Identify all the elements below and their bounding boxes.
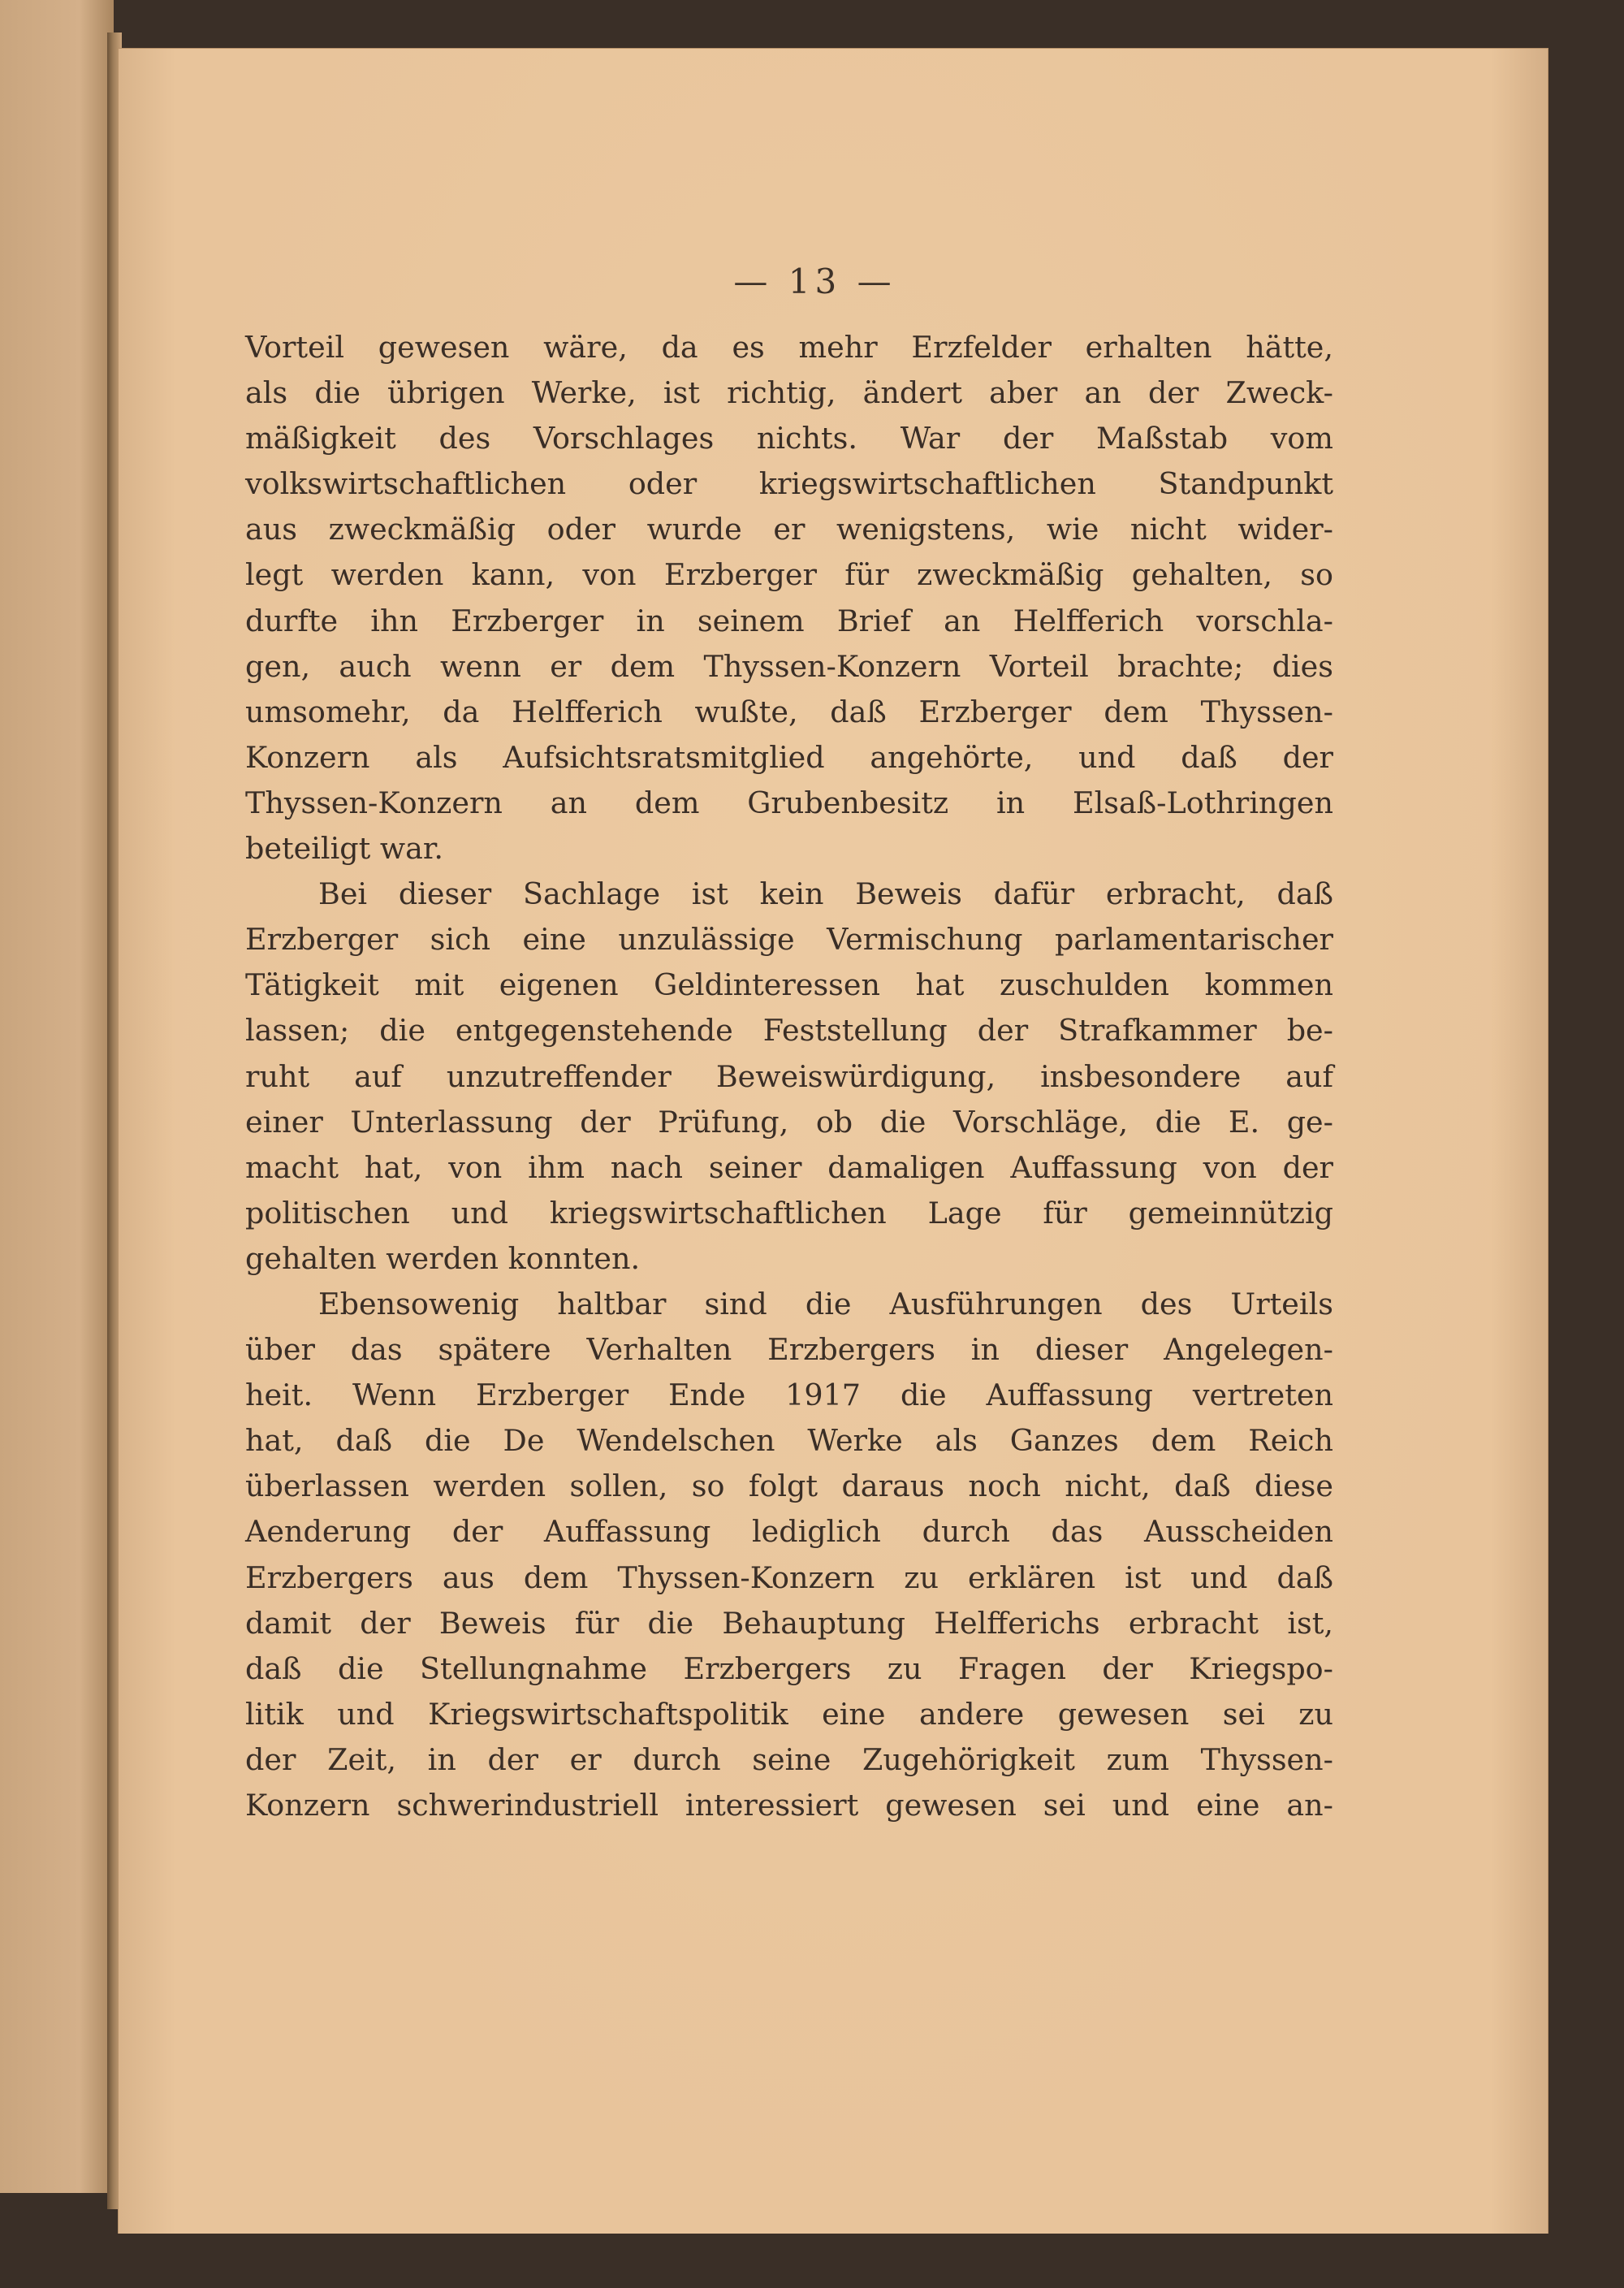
text-line: hat, daß die De Wendelschen Werke als Ganzes dem Reich: [245, 1423, 1333, 1459]
text-line: litik und Kriegswirtschaftspolitik eine andere gewesen sei zu: [245, 1696, 1333, 1732]
text-line: gehalten werden konnten.: [245, 1240, 641, 1276]
text-line: der Zeit, in der er durch seine Zugehörigkeit zum Thyssen-: [245, 1741, 1333, 1777]
text-line: Ebensowenig haltbar sind die Ausführungen des Urteils: [318, 1286, 1333, 1321]
text-line: daß die Stellungnahme Erzbergers zu Fragen der Kriegspo-: [245, 1650, 1333, 1686]
text-line: beteiligt war.: [245, 831, 443, 867]
text-line: durfte ihn Erzberger in seinem Brief an Helfferich vorschla-: [245, 603, 1333, 638]
text-line: Erzbergers aus dem Thyssen-Konzern zu erklären ist und daß: [245, 1559, 1333, 1595]
body-text: [245, 325, 1333, 1828]
text-line: umsomehr, da Helfferich wußte, daß Erzberger dem Thyssen-: [245, 694, 1333, 729]
text-line: mäßigkeit des Vorschlages nichts. War der Maßstab vom: [245, 421, 1333, 456]
scan-bottom-edge: [0, 2234, 1624, 2288]
text-line: Konzern schwerindustriell interessiert gewesen sei und eine an-: [245, 1788, 1333, 1823]
text-line: Vorteil gewesen wäre, da es mehr Erzfelder erhalten hätte,: [245, 330, 1333, 365]
text-line: ruht auf unzutreffender Beweiswürdigung, insbesondere auf: [245, 1058, 1333, 1094]
facing-page-edge: [0, 0, 114, 2193]
text-line: legt werden kann, von Erzberger für zweckmäßig gehalten, so: [245, 557, 1333, 593]
text-line: aus zweckmäßig oder wurde er wenigstens, wie nicht wider-: [245, 512, 1333, 547]
text-line: über das spätere Verhalten Erzbergers in dieser Angelegen-: [245, 1332, 1333, 1368]
text-line: einer Unterlassung der Prüfung, ob die Vorschläge, die E. ge-: [245, 1104, 1333, 1140]
text-line: überlassen werden sollen, so folgt daraus noch nicht, daß diese: [245, 1468, 1333, 1504]
book-page: [119, 49, 1548, 2234]
paragraph-2: [245, 872, 1333, 1282]
text-line: Bei dieser Sachlage ist kein Beweis dafür erbracht, daß: [318, 876, 1333, 912]
text-line: macht hat, von ihm nach seiner damaligen Auffassung von der: [245, 1149, 1333, 1185]
text-line: Thyssen-Konzern an dem Grubenbesitz in Elsaß-Lothringen: [245, 785, 1333, 820]
text-line: gen, auch wenn er dem Thyssen-Konzern Vorteil brachte; dies: [245, 648, 1333, 684]
paragraph-1: [245, 325, 1333, 872]
text-line: Aenderung der Auffassung lediglich durch das Ausscheiden: [245, 1514, 1333, 1550]
text-line: als die übrigen Werke, ist richtig, ändert aber an der Zweck-: [245, 375, 1333, 411]
text-line: volkswirtschaftlichen oder kriegswirtschaftlichen Standpunkt: [245, 466, 1333, 502]
text-line: Konzern als Aufsichtsratsmitglied angehörte, und daß der: [245, 739, 1333, 775]
paragraph-3: [245, 1282, 1333, 1828]
page-number: — 13 —: [733, 262, 896, 301]
text-line: Tätigkeit mit eigenen Geldinteressen hat zuschulden kommen: [245, 967, 1333, 1003]
text-line: Erzberger sich eine unzulässige Vermischung parlamentarischer: [245, 922, 1333, 958]
text-line: lassen; die entgegenstehende Feststellung der Strafkammer be-: [245, 1013, 1333, 1049]
text-line: damit der Beweis für die Behauptung Helfferichs erbracht ist,: [245, 1605, 1333, 1641]
text-line: politischen und kriegswirtschaftlichen Lage für gemeinnützig: [245, 1195, 1333, 1231]
text-line: heit. Wenn Erzberger Ende 1917 die Auffassung vertreten: [245, 1378, 1333, 1413]
